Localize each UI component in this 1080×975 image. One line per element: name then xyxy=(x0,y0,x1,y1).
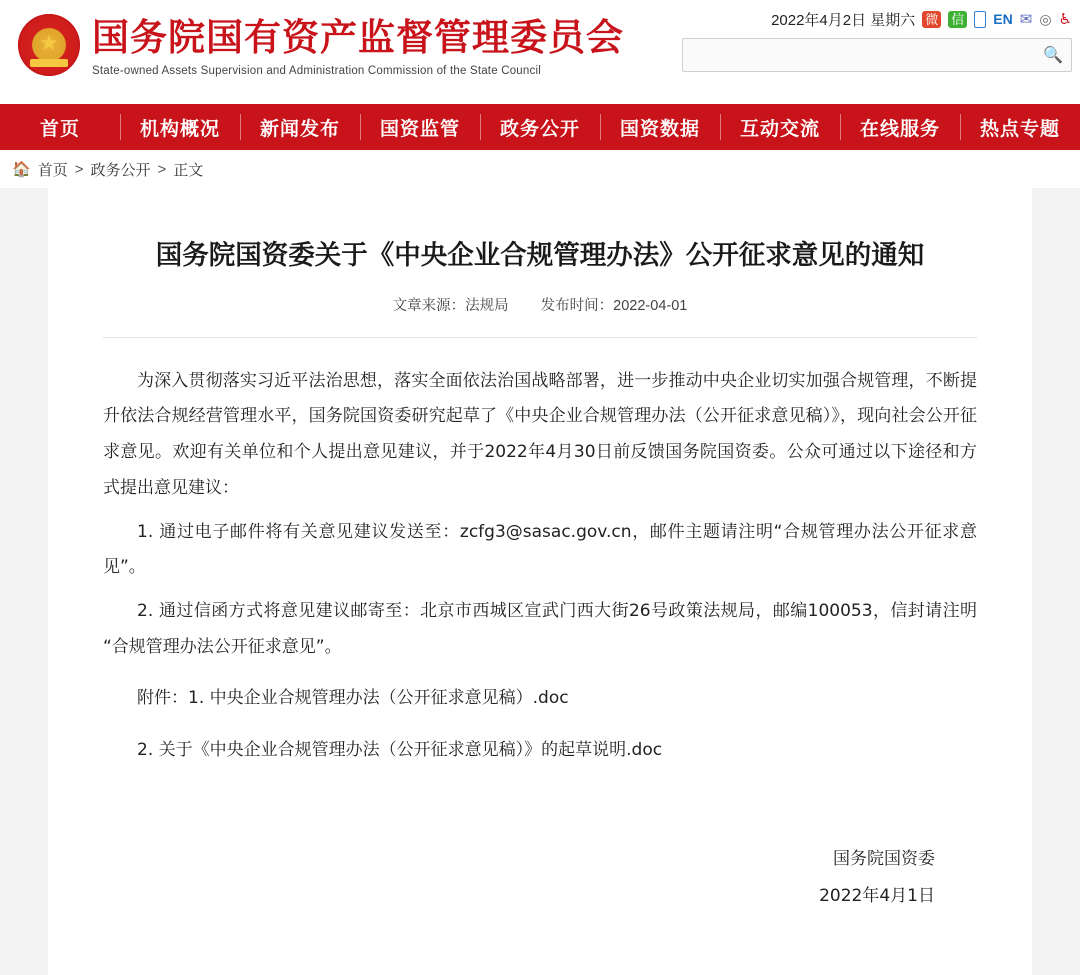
national-emblem-icon xyxy=(18,14,80,76)
article-signature xyxy=(103,841,977,916)
page-title: 国务院国资委关于《中央企业合规管理办法》公开征求意见的通知 xyxy=(155,240,925,271)
breadcrumb-item-government-affairs[interactable]: 政务公开 xyxy=(90,161,151,179)
signature-date: 2022年4月1日 xyxy=(819,886,935,907)
search-icon[interactable]: 🔍 xyxy=(1035,39,1071,71)
article-source: 文章来源：法规局 xyxy=(392,297,509,314)
content-area xyxy=(0,188,1080,975)
attachment-link-1[interactable]: 附件：1. 中央企业合规管理办法（公开征求意见稿）.doc xyxy=(137,688,569,709)
wechat-icon[interactable]: 信 xyxy=(948,11,967,28)
utility-row xyxy=(682,6,1072,32)
site-title-en: State-owned Assets Supervision and Administration Commission of the State Council xyxy=(92,64,541,77)
current-date: 2022年4月2日 星期六 xyxy=(771,11,916,29)
article-paragraph: 1. 通过电子邮件将有关意见建议发送至：zcfg3@sasac.gov.cn，邮件主题请注明“合规管理办法公开征求意见”。 xyxy=(103,521,977,578)
article-paragraph: 2. 通过信函方式将意见建议邮寄至：北京市西城区宣武门西大街26号政策法规局，邮编100053，信封请注明“合规管理办法公开征求意见”。 xyxy=(103,600,977,657)
nav-item-supervision[interactable]: 国资监管 xyxy=(360,104,480,150)
nav-item-home[interactable]: 首页 xyxy=(39,117,80,140)
article-paragraph: 为深入贯彻落实习近平法治思想，落实全面依法治国战略部署，进一步推动中央企业切实加强合规管理，不断提升依法合规经营管理水平，国务院国资委研究起草了《中央企业合规管理办法（公开征求意见稿）》，现向社会公开征求意见。欢迎有关单位和个人提出意见建议，并于2022年4月30日前反馈国务院国资委。公众可通过以下途径和方式提出意见建议： xyxy=(103,370,977,498)
rss-icon[interactable]: ◎ xyxy=(1039,10,1052,27)
mail-icon[interactable]: ✉ xyxy=(1019,10,1033,28)
header-utility-area xyxy=(682,6,1072,72)
divider xyxy=(103,337,977,338)
search-box xyxy=(682,38,1072,72)
nav-item-government-affairs[interactable]: 政务公开 xyxy=(480,104,600,150)
weibo-icon[interactable]: 微 xyxy=(922,11,941,28)
site-header xyxy=(0,0,1080,104)
mobile-icon[interactable] xyxy=(974,11,986,28)
nav-item-interaction[interactable]: 互动交流 xyxy=(720,104,840,150)
search-input[interactable] xyxy=(683,39,1035,71)
site-title-cn: 国务院国有资产监督管理委员会 xyxy=(92,16,624,59)
article-publish-time: 发布时间：2022-04-01 xyxy=(540,297,688,314)
article-card xyxy=(48,188,1032,975)
signature-org: 国务院国资委 xyxy=(833,848,935,869)
language-en-icon[interactable]: EN xyxy=(993,10,1013,27)
accessibility-icon[interactable]: ♿ xyxy=(1058,10,1072,28)
article-body xyxy=(103,364,977,769)
nav-item-online-services[interactable]: 在线服务 xyxy=(840,104,960,150)
breadcrumb-separator-1: > xyxy=(74,160,84,178)
article-meta xyxy=(103,294,977,337)
home-icon[interactable]: 🏠 xyxy=(12,161,31,178)
breadcrumb-separator-2: > xyxy=(157,160,167,178)
nav-item-topics[interactable]: 热点专题 xyxy=(960,104,1080,150)
nav-item-news[interactable]: 新闻发布 xyxy=(240,104,360,150)
breadcrumb xyxy=(0,150,1080,188)
nav-item-data[interactable]: 国资数据 xyxy=(600,104,720,150)
site-logo[interactable] xyxy=(0,0,624,77)
breadcrumb-item-current: 正文 xyxy=(173,161,204,179)
site-title-block xyxy=(92,14,624,77)
main-nav xyxy=(0,104,1080,150)
breadcrumb-item-home[interactable]: 首页 xyxy=(37,161,68,179)
nav-item-organization[interactable]: 机构概况 xyxy=(120,104,240,150)
attachment-link-2[interactable]: 2. 关于《中央企业合规管理办法（公开征求意见稿）》的起草说明.doc xyxy=(137,739,663,760)
